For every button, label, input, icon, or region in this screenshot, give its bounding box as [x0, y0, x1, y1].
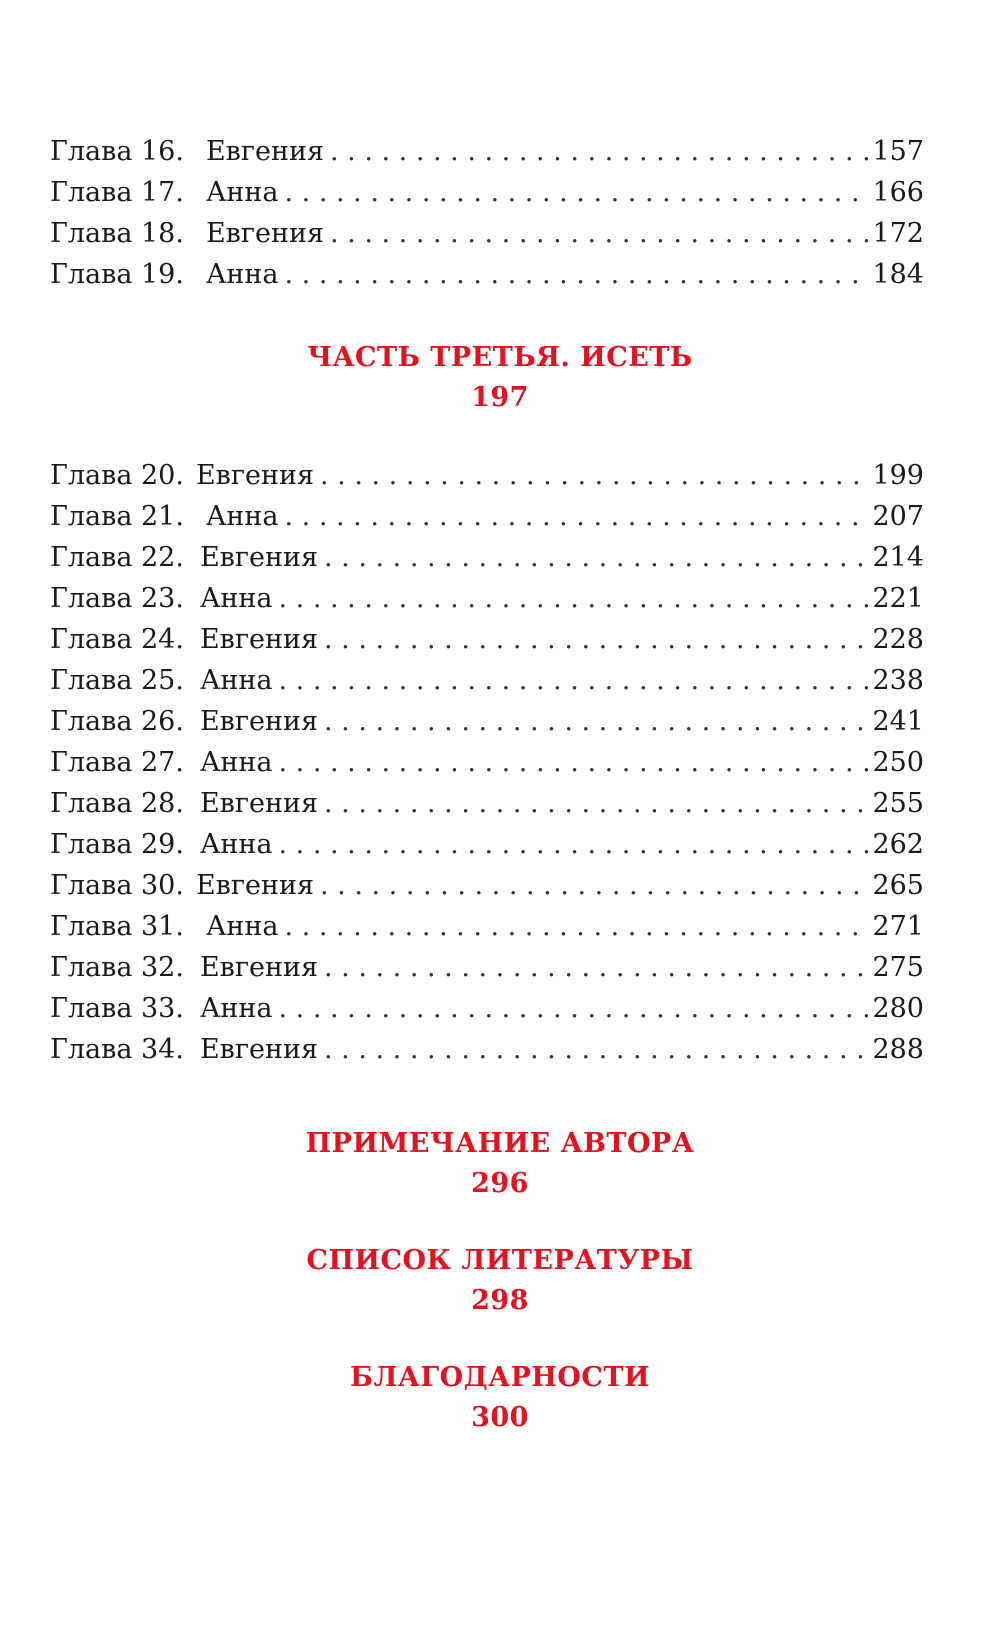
dot-leader	[320, 455, 868, 496]
chapter-number: Глава 29.	[50, 829, 184, 860]
dot-leader	[279, 742, 869, 783]
bibliography-title: СПИСОК ЛИТЕРАТУРЫ	[306, 1245, 694, 1276]
dot-leader	[285, 254, 869, 295]
dot-leader	[285, 172, 869, 213]
page-number: 255	[872, 788, 924, 819]
chapter-number: Глава 31.	[50, 911, 184, 942]
chapter-title: Анна	[199, 747, 273, 778]
dot-leader	[279, 660, 869, 701]
chapter-number: Глава 24.	[50, 624, 184, 655]
chapter-number: Глава 30.	[50, 870, 184, 901]
chapter-title: Евгения	[199, 1034, 319, 1065]
chapter-title: Евгения	[199, 952, 319, 983]
chapter-number: Глава 33.	[50, 993, 184, 1024]
page-number: 207	[872, 501, 924, 532]
toc-entry[interactable]	[50, 865, 924, 906]
page-number: 166	[872, 177, 924, 208]
dot-leader	[279, 578, 869, 619]
page-number: 172	[872, 218, 924, 249]
chapter-number: Глава 20.	[50, 460, 184, 491]
chapter-number: Глава 26.	[50, 706, 184, 737]
part-page-number: 197	[471, 382, 529, 413]
dot-leader	[330, 131, 868, 172]
chapter-title: Евгения	[195, 870, 315, 901]
page-number: 275	[872, 952, 924, 983]
chapter-title: Евгения	[199, 624, 319, 655]
toc-entry[interactable]	[50, 537, 924, 578]
chapter-title: Евгения	[199, 706, 319, 737]
toc-entry[interactable]	[50, 701, 924, 742]
toc-entry[interactable]	[50, 455, 924, 496]
dot-leader	[279, 988, 869, 1029]
dot-leader	[285, 496, 869, 537]
dot-leader	[324, 783, 868, 824]
toc-entry[interactable]	[50, 824, 924, 865]
toc-entry[interactable]	[50, 172, 924, 213]
dot-leader	[279, 824, 869, 865]
page-number: 214	[872, 542, 924, 573]
dot-leader	[320, 865, 868, 906]
dot-leader	[324, 619, 868, 660]
page-number: 199	[872, 460, 924, 491]
part-title: ЧАСТЬ ТРЕТЬЯ. ИСЕТЬ	[307, 342, 693, 373]
toc-entry[interactable]	[50, 742, 924, 783]
bibliography-page-number: 298	[471, 1285, 529, 1316]
chapter-title: Евгения	[199, 788, 319, 819]
author-note-heading[interactable]	[0, 1124, 1000, 1204]
toc-entry[interactable]	[50, 496, 924, 537]
page-number: 157	[872, 136, 924, 167]
chapter-title: Анна	[205, 501, 279, 532]
page-number: 280	[872, 993, 924, 1024]
toc-entry[interactable]	[50, 947, 924, 988]
toc-list-top	[50, 131, 924, 295]
chapter-number: Глава 22.	[50, 542, 184, 573]
chapter-number: Глава 21.	[50, 501, 184, 532]
chapter-title: Анна	[205, 259, 279, 290]
chapter-number: Глава 19.	[50, 259, 184, 290]
page-number: 262	[872, 829, 924, 860]
bibliography-heading[interactable]	[0, 1241, 1000, 1321]
chapter-number: Глава 34.	[50, 1034, 184, 1065]
chapter-title: Анна	[205, 911, 279, 942]
page-number: 288	[872, 1034, 924, 1065]
author-note-title: ПРИМЕЧАНИЕ АВТОРА	[305, 1128, 695, 1159]
toc-entry[interactable]	[50, 660, 924, 701]
chapter-title: Анна	[205, 177, 279, 208]
dot-leader	[285, 906, 869, 947]
chapter-number: Глава 32.	[50, 952, 184, 983]
toc-entry[interactable]	[50, 254, 924, 295]
page-number: 184	[872, 259, 924, 290]
author-note-page-number: 296	[471, 1168, 529, 1199]
chapter-number: Глава 17.	[50, 177, 184, 208]
chapter-number: Глава 28.	[50, 788, 184, 819]
page-number: 265	[872, 870, 924, 901]
dot-leader	[324, 1029, 868, 1070]
toc-entry[interactable]	[50, 1029, 924, 1070]
chapter-number: Глава 25.	[50, 665, 184, 696]
chapter-title: Анна	[199, 829, 273, 860]
chapter-number: Глава 16.	[50, 136, 184, 167]
toc-entry[interactable]	[50, 213, 924, 254]
acknowledgements-heading[interactable]	[0, 1358, 1000, 1438]
chapter-title: Анна	[199, 665, 273, 696]
acknowledgements-page-number: 300	[471, 1402, 529, 1433]
chapter-title: Евгения	[195, 460, 315, 491]
dot-leader	[330, 213, 868, 254]
page-number: 271	[872, 911, 924, 942]
page-number: 221	[872, 583, 924, 614]
dot-leader	[324, 537, 868, 578]
page-number: 238	[872, 665, 924, 696]
page-number: 241	[872, 706, 924, 737]
toc-entry[interactable]	[50, 783, 924, 824]
toc-entry[interactable]	[50, 578, 924, 619]
chapter-number: Глава 18.	[50, 218, 184, 249]
part-three-heading[interactable]	[0, 338, 1000, 418]
page-number: 250	[872, 747, 924, 778]
dot-leader	[324, 701, 868, 742]
acknowledgements-title: БЛАГОДАРНОСТИ	[349, 1362, 651, 1393]
toc-entry[interactable]	[50, 131, 924, 172]
chapter-number: Глава 23.	[50, 583, 184, 614]
chapter-title: Евгения	[205, 136, 325, 167]
page-number: 228	[872, 624, 924, 655]
chapter-title: Евгения	[205, 218, 325, 249]
toc-list-bottom	[50, 455, 924, 1070]
dot-leader	[324, 947, 868, 988]
chapter-title: Евгения	[199, 542, 319, 573]
chapter-title: Анна	[199, 583, 273, 614]
toc-entry[interactable]	[50, 988, 924, 1029]
toc-entry[interactable]	[50, 906, 924, 947]
chapter-number: Глава 27.	[50, 747, 184, 778]
chapter-title: Анна	[199, 993, 273, 1024]
toc-entry[interactable]	[50, 619, 924, 660]
